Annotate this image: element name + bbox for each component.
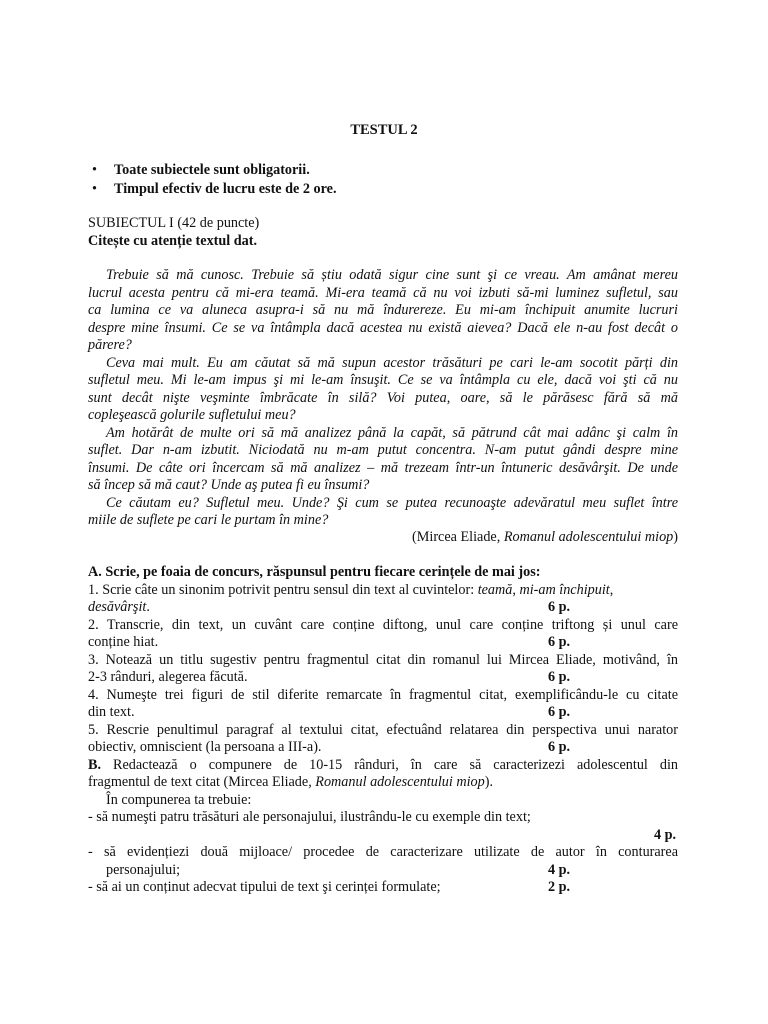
- source-citation: (Mircea Eliade, Romanul adolescentului miop): [412, 529, 678, 545]
- subject-instruction: Citește cu atenție textul dat.: [88, 233, 258, 249]
- passage-line: Ceva mai mult. Eu am căutat să mă supun acestor trăsături pe cari le-am socotit părți din: [106, 354, 678, 371]
- requirement-item: - să ai un conținut adecvat tipului de text şi cerinței formulate;: [88, 879, 441, 895]
- test-title: TESTUL 2: [350, 122, 418, 138]
- points: 6 p.: [548, 739, 571, 755]
- part-a-heading: A. Scrie, pe foaia de concurs, răspunsul pentru fiecare cerințele de mai jos:: [88, 564, 541, 580]
- points: 6 p.: [548, 669, 571, 685]
- question-5-cont: obiectiv, omniscient (la persoana a III-a).: [88, 739, 322, 755]
- part-b-cont: fragmentul de text citat (Mircea Eliade, Romanul adolescentului miop).: [88, 774, 494, 790]
- requirement-item-cont: personajului;: [106, 861, 181, 878]
- question-1-cont: desăvârşit.: [88, 599, 150, 615]
- passage-line: Am hotărât de multe ori să mă analizez până la capăt, să pătrund cât mai adânc şi calm în: [106, 424, 678, 441]
- passage-line: despre mine însumi. Ce se va întâmpla dacă acestea nu există aievea? Dacă ele n-au fost decât o: [88, 319, 678, 336]
- rule-text: Toate subiectele sunt obligatorii.: [114, 162, 310, 178]
- question-2-cont: conține hiat.: [88, 634, 159, 650]
- points: 2 p.: [548, 879, 571, 895]
- passage-line: lucrul acesta pentru că mi-era teamă. Mi-era teamă că nu voi izbuti să-mi luminez sufletul, sau: [88, 284, 678, 301]
- passage-line: suflet. Dar n-am izbutit. Niciodată nu m-am putut concentra. N-am putut gândi despre mine: [88, 442, 678, 458]
- rule-item: [92, 181, 337, 198]
- passage-line: însumi. De câte ori încercam să mă analizez – mă trezeam într-un întuneric desăvârşit. De unde: [88, 459, 678, 476]
- bullet-icon: •: [92, 162, 97, 178]
- rule-text: Timpul efectiv de lucru este de 2 ore.: [114, 181, 337, 197]
- passage-line: părere?: [88, 337, 132, 353]
- points: 4 p.: [548, 861, 571, 878]
- part-b-intro: În compunerea ta trebuie:: [106, 791, 252, 808]
- bullet-icon: •: [92, 181, 97, 197]
- question-3: 3. Notează un titlu sugestiv pentru fragmentul citat din romanul lui Mircea Eliade, motivând, în: [88, 651, 678, 668]
- passage-line: sufletul meu. Mi le-am impus şi mi le-am însuşit. Ce se va întâmpla cu ele, dacă voi şti că nu: [88, 372, 678, 388]
- question-3-cont: 2-3 rânduri, alegerea făcută.: [88, 669, 248, 685]
- question-2: 2. Transcrie, din text, un cuvânt care conține diftong, unul care conține triftong și unul care: [88, 616, 678, 633]
- part-b-heading: B. Redactează o compunere de 10-15 rânduri, în care să caracterizezi adolescentul din: [88, 756, 678, 773]
- passage-line: să încep să mă caut? Unde aş putea fi eu însumi?: [88, 477, 370, 493]
- passage-line: ca lumina ce va aluneca asupra-i să nu mă îndurereze. Eu mi-am închipuit anumite lucruri: [88, 302, 678, 318]
- requirement-item: - să numeşti patru trăsături ale personajului, ilustrându-le cu exemple din text;: [88, 809, 531, 825]
- passage-line: sunt decât nişte veşminte îmbrăcate în silă? Voi putea, oare, să le părăsesc fără să mă: [88, 389, 678, 406]
- question-5: 5. Rescrie penultimul paragraf al textului citat, efectuând relatarea din perspectiva unui narator: [88, 721, 678, 738]
- points: 4 p.: [654, 826, 677, 843]
- passage-line: Trebuie să mă cunosc. Trebuie să știu odată sigur cine sunt şi ce vreau. Am amânat mereu: [106, 267, 678, 283]
- passage-line: Ce căutam eu? Sufletul meu. Unde? Şi cum se putea recunoaşte adevăratul meu suflet între: [106, 494, 678, 511]
- points: 6 p.: [548, 634, 571, 650]
- question-4: 4. Numeşte trei figuri de stil diferite remarcate în fragmentul citat, exemplificându-le cu citate: [88, 686, 678, 703]
- question-4-cont: din text.: [88, 704, 135, 720]
- requirement-item: - să evidențiezi două mijloace/ procedee de caracterizare utilizate de autor în conturarea: [88, 844, 678, 860]
- subject-heading: SUBIECTUL I (42 de puncte): [88, 215, 260, 231]
- points: 6 p.: [548, 704, 571, 720]
- rule-item: [92, 162, 310, 179]
- points: 6 p.: [548, 599, 571, 615]
- passage-line: miile de suflete pe cari le purtam în mine?: [88, 512, 329, 528]
- question-1: 1. Scrie câte un sinonim potrivit pentru sensul din text al cuvintelor: teamă, mi-am închipuit,: [88, 581, 614, 598]
- passage-line: copleşească golurile sufletului meu?: [88, 407, 296, 423]
